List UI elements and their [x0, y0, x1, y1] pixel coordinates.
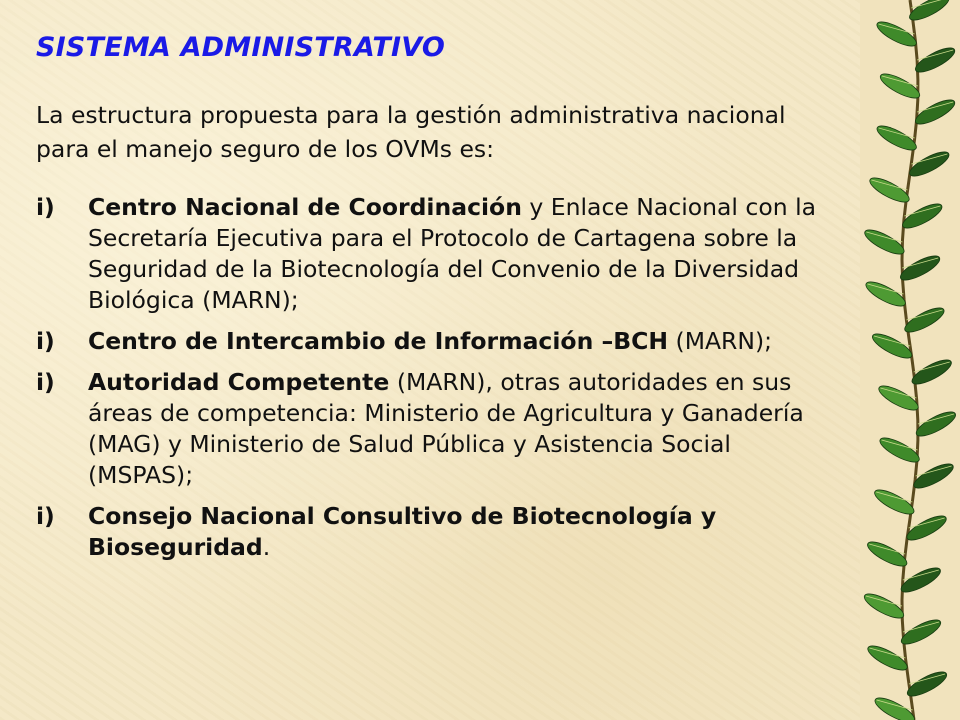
list-item-bold: Centro Nacional de Coordinación: [88, 193, 522, 221]
leaf-icon: [861, 589, 906, 622]
leaf-icon: [902, 303, 947, 336]
leaf-icon: [898, 615, 943, 648]
list-item-bold: Consejo Nacional Consultivo de Biotecnología y Bioseguridad: [88, 502, 717, 561]
list-item: [36, 192, 836, 316]
list-item-rest: (MARN), otras autoridades en sus áreas de competencia: Ministerio de Agricultura y Ganadería (MAG) y Ministerio de Salud Pública y Asistencia Social (MSPAS);: [88, 368, 804, 489]
leaf-icon: [912, 43, 957, 76]
list-item-rest: (MARN);: [668, 327, 773, 355]
item-list: [36, 192, 836, 573]
slide-title: SISTEMA ADMINISTRATIVO: [36, 32, 446, 63]
list-item-text: [88, 326, 772, 357]
list-item-rest: .: [262, 533, 271, 561]
leaf-vine-icon: [860, 0, 960, 720]
leaf-icon: [913, 407, 958, 440]
leaf-icon: [874, 121, 919, 154]
list-item-text: [88, 501, 836, 563]
leaf-icon: [867, 173, 912, 206]
leaf-icon: [862, 225, 907, 258]
leaf-icon: [909, 355, 954, 388]
leaf-icon: [897, 251, 942, 284]
leaf-icon: [904, 667, 949, 700]
list-marker: i): [36, 327, 55, 355]
list-item-text: [88, 367, 836, 491]
list-item-text: [88, 192, 836, 316]
list-item: [36, 367, 836, 491]
list-item-bold: Centro de Intercambio de Información –BCH: [88, 327, 669, 355]
list-marker: i): [36, 193, 55, 221]
leaf-icon: [872, 485, 917, 518]
list-item-rest: y Enlace Nacional con la Secretaría Ejecutiva para el Protocolo de Cartagena sobre la Seguridad de la Biotecnología del Convenio de la Diversidad Biológica (MARN);: [88, 193, 816, 314]
list-marker: i): [36, 502, 55, 530]
intro-paragraph: La estructura propuesta para la gestión administrativa nacional para el manejo seguro de los OVMs es:: [36, 101, 786, 163]
leaf-icon: [864, 537, 909, 570]
list-item: [36, 501, 836, 563]
list-item-bold: Autoridad Competente: [88, 368, 390, 396]
leaf-icon: [877, 433, 922, 466]
list-marker: i): [36, 368, 55, 396]
leaf-icon: [877, 69, 922, 102]
list-item: [36, 326, 836, 357]
